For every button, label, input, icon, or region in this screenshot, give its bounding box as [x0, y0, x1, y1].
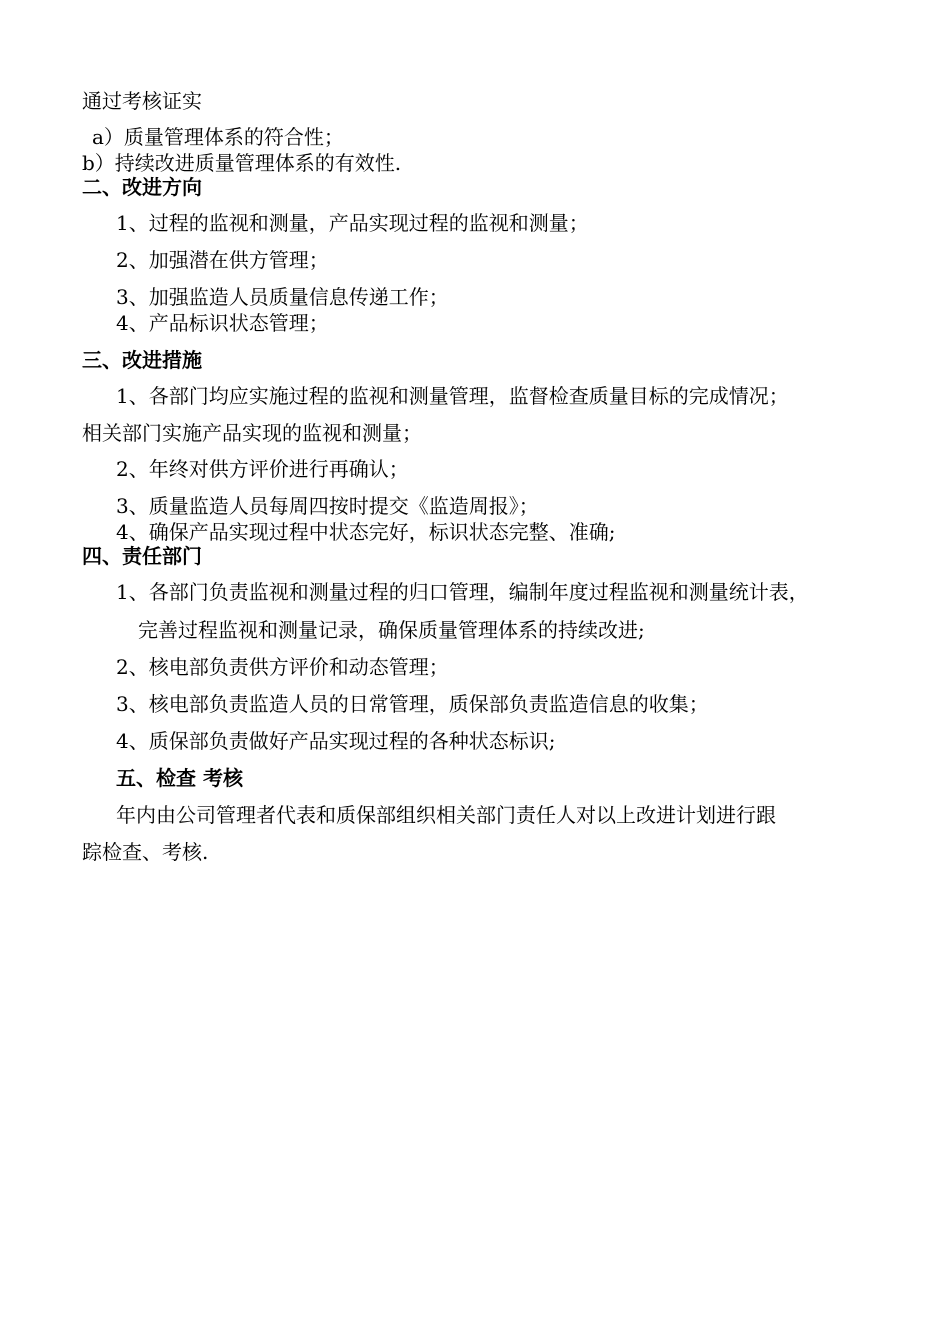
section-heading-responsibility: 四、责任部门 — [82, 544, 202, 568]
responsibility-line-1: 1、各部门负责监视和测量过程的归口管理，编制年度过程监视和测量统计表， — [116, 580, 809, 604]
intro-item-b: b）持续改进质量管理体系的有效性. — [82, 151, 402, 175]
measures-line-1-cont: 相关部门实施产品实现的监视和测量； — [82, 421, 422, 445]
measures-line-1: 1、各部门均应实施过程的监视和测量管理，监督检查质量目标的完成情况； — [116, 384, 789, 408]
responsibility-line-4: 4、质保部负责做好产品实现过程的各种状态标识; — [116, 729, 556, 753]
direction-line-2: 2、加强潜在供方管理； — [116, 248, 329, 272]
direction-line-1: 1、过程的监视和测量，产品实现过程的监视和测量； — [116, 211, 589, 235]
measures-line-2: 2、年终对供方评价进行再确认； — [116, 457, 409, 481]
responsibility-line-3: 3、核电部负责监造人员的日常管理，质保部负责监造信息的收集； — [116, 692, 709, 716]
measures-line-4: 4、确保产品实现过程中状态完好，标识状态完整、准确; — [116, 520, 616, 544]
responsibility-line-1-cont: 完善过程监视和测量记录，确保质量管理体系的持续改进; — [138, 618, 645, 642]
intro-heading: 通过考核证实 — [82, 89, 202, 113]
direction-line-3: 3、加强监造人员质量信息传递工作； — [116, 285, 449, 309]
section-heading-inspection: 五、检查 考核 — [116, 766, 243, 790]
direction-line-4: 4、产品标识状态管理； — [116, 311, 329, 335]
measures-line-3: 3、质量监造人员每周四按时提交《监造周报》； — [116, 494, 539, 518]
section-heading-measures: 三、改进措施 — [82, 348, 202, 372]
section-heading-direction: 二、改进方向 — [82, 175, 202, 199]
responsibility-line-2: 2、核电部负责供方评价和动态管理； — [116, 655, 449, 679]
inspection-line-1: 年内由公司管理者代表和质保部组织相关部门责任人对以上改进计划进行跟 — [116, 803, 776, 827]
inspection-line-2: 踪检查、考核. — [82, 840, 209, 864]
intro-item-a: a）质量管理体系的符合性； — [92, 125, 344, 149]
